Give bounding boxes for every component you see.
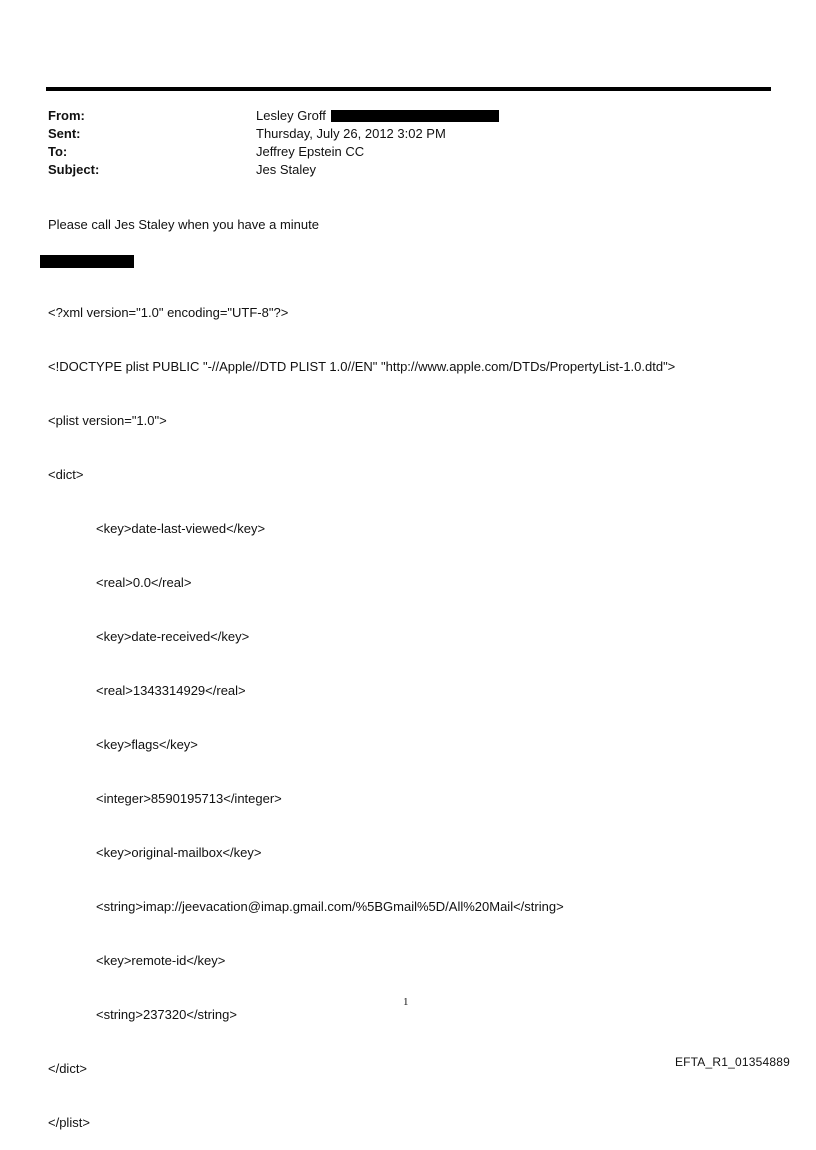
sender-name: Lesley Groff xyxy=(256,108,326,123)
to-row xyxy=(48,143,748,161)
sent-label: Sent: xyxy=(48,126,81,141)
plist-line: </dict> xyxy=(48,1061,88,1076)
plist-line: <key>original-mailbox</key> xyxy=(96,845,262,860)
sent-value: Thursday, July 26, 2012 3:02 PM xyxy=(256,126,446,141)
to-label: To: xyxy=(48,144,68,159)
sent-row xyxy=(48,125,748,143)
page-number: 1 xyxy=(403,996,409,1008)
plist-metadata xyxy=(48,268,675,1150)
bates-number: EFTA_R1_01354889 xyxy=(674,1055,790,1069)
from-value xyxy=(256,107,499,125)
plist-line: <dict> xyxy=(48,467,84,482)
plist-line: <key>flags</key> xyxy=(96,737,198,752)
message-body: Please call Jes Staley when you have a minute xyxy=(48,217,319,232)
subject-value: Jes Staley xyxy=(256,162,316,177)
plist-line: <key>date-last-viewed</key> xyxy=(96,521,266,536)
plist-line: <!DOCTYPE plist PUBLIC "-//Apple//DTD PLIST 1.0//EN" "http://www.apple.com/DTDs/PropertyList-1.0.dtd"> xyxy=(48,359,676,374)
plist-line: <key>remote-id</key> xyxy=(96,953,226,968)
plist-line: <real>1343314929</real> xyxy=(96,683,246,698)
redaction-bar xyxy=(331,110,499,122)
from-row xyxy=(48,107,748,125)
plist-line: <plist version="1.0"> xyxy=(48,413,167,428)
from-label: From: xyxy=(48,108,85,123)
plist-line: <integer>8590195713</integer> xyxy=(96,791,282,806)
redaction-block xyxy=(40,255,134,268)
subject-row xyxy=(48,161,748,179)
email-header xyxy=(48,107,748,179)
plist-line: <real>0.0</real> xyxy=(96,575,192,590)
plist-line: <string>imap://jeevacation@imap.gmail.com/%5BGmail%5D/All%20Mail</string> xyxy=(96,899,564,914)
plist-line: </plist> xyxy=(48,1115,90,1130)
plist-line: <string>237320</string> xyxy=(96,1007,237,1022)
header-rule xyxy=(46,87,771,91)
plist-line: <?xml version="1.0" encoding="UTF-8"?> xyxy=(48,305,289,320)
to-value: Jeffrey Epstein CC xyxy=(256,144,365,159)
plist-line: <key>date-received</key> xyxy=(96,629,250,644)
subject-label: Subject: xyxy=(48,162,100,177)
